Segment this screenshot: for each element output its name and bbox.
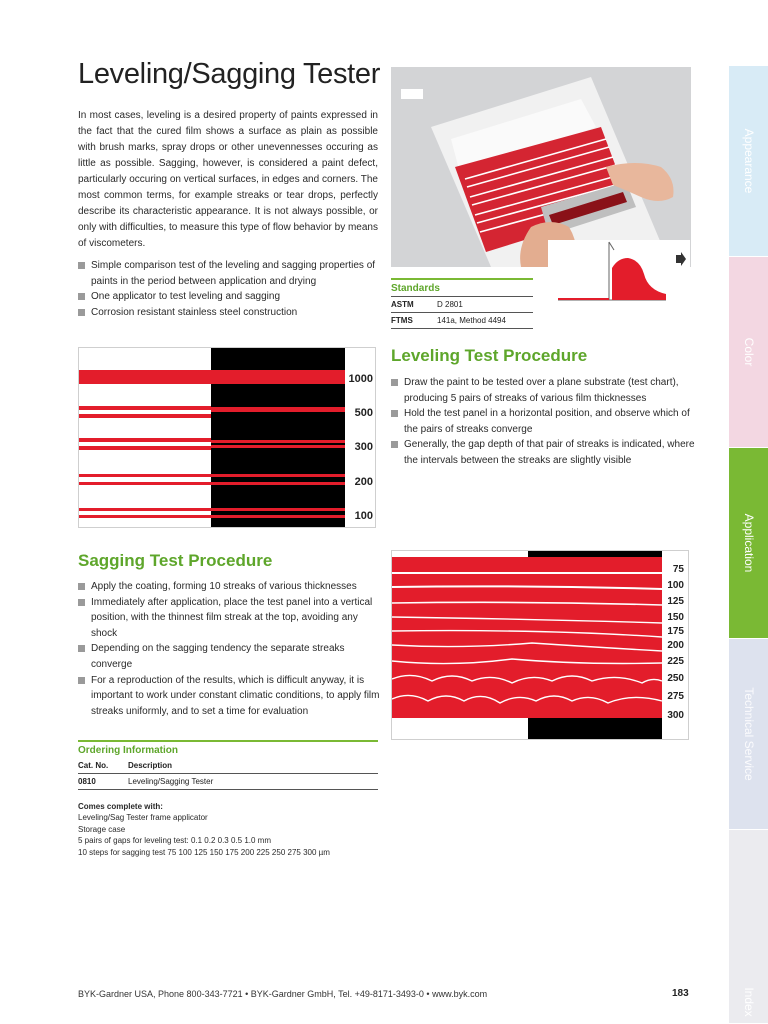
column-header: Description — [128, 758, 378, 774]
sagging-label: 300 — [667, 710, 684, 721]
standards-table — [391, 278, 533, 329]
feature-item: Corrosion resistant stainless steel construction — [78, 305, 378, 321]
table-row — [78, 774, 378, 790]
ordering-heading: Ordering Information — [78, 745, 178, 756]
intro-paragraph: In most cases, leveling is a desired property of paints expressed in the fact that the cured film shows a surface as plain as possible with brush marks, spray drops or other unevennesses occuring as little as possible. Sagging, however, is considered a paint defect, particularly occuring on vertical surfaces, in edges and corners. The most common terms, for example streaks or tear drops, perfectly describe its characteristic appearance. It is not always possible, or only with difficulties, to measure this type of flow behavior by means of viscometers. — [78, 110, 378, 249]
sagging-label: 200 — [667, 640, 684, 651]
column-header: Cat. No. — [78, 758, 128, 774]
sagging-label: 75 — [672, 564, 684, 575]
standard-value: 141a, Method 4494 — [437, 313, 533, 329]
feature-item: Simple comparison test of the leveling and sagging properties of paints in the period between application and drying — [78, 258, 378, 289]
product-photo-illustration — [391, 67, 691, 267]
procedure-item: Apply the coating, forming 10 streaks of various thicknesses — [78, 579, 383, 595]
arrow-right-icon — [674, 250, 688, 268]
table-header-row — [78, 758, 378, 774]
footer-contact: BYK-Gardner USA, Phone 800-343-7721 • BYK-Gardner GmbH, Tel. +49-8171-3493-0 • www.byk.com — [78, 989, 488, 999]
sagging-label: 225 — [667, 656, 684, 667]
feature-item: One applicator to test leveling and sagging — [78, 289, 378, 305]
section-tabs — [729, 66, 768, 1024]
page-title: Leveling/Sagging Tester — [78, 58, 381, 90]
leveling-procedure-list — [391, 375, 696, 469]
sagging-label: 100 — [667, 580, 684, 591]
table-row — [391, 297, 533, 313]
procedure-item: For a reproduction of the results, which is difficult anyway, it is important to work under constant climatic conditions, to apply film streaks uniformly, and to set a time for evaluation — [78, 673, 383, 720]
leveling-label: 100 — [354, 510, 373, 522]
complete-item: Storage case — [78, 824, 126, 834]
leveling-label: 200 — [354, 476, 373, 488]
sagging-label: 250 — [667, 673, 684, 684]
comes-complete-heading: Comes complete with: — [78, 802, 163, 811]
table-row — [391, 313, 533, 329]
leveling-label: 300 — [354, 441, 373, 453]
sagging-test-chart — [391, 550, 689, 740]
standard-name: ASTM — [391, 297, 437, 313]
procedure-item: Depending on the sagging tendency the separate streaks converge — [78, 641, 383, 672]
tab-appearance[interactable] — [729, 66, 768, 257]
comes-complete-list — [78, 801, 378, 858]
sagging-label: 175 — [667, 626, 684, 637]
tab-label: Appearance — [741, 128, 756, 194]
standard-name: FTMS — [391, 313, 437, 329]
feature-list — [78, 258, 378, 320]
tab-color[interactable] — [729, 257, 768, 448]
leveling-test-chart — [78, 347, 376, 528]
complete-item: Leveling/Sag Tester frame applicator — [78, 813, 208, 823]
leveling-label: 1000 — [348, 373, 373, 385]
complete-item: 10 steps for sagging test 75 100 125 150 175 200 225 250 275 300 µm — [78, 847, 330, 857]
procedure-item: Immediately after application, place the test panel into a vertical position, with the thinnest film streak at the top, avoiding any shock — [78, 595, 383, 642]
product-photo — [391, 67, 691, 267]
procedure-item: Draw the paint to be tested over a plane substrate (test chart), producing 5 pairs of streaks of various film thicknesses — [391, 375, 696, 406]
ordering-table — [78, 740, 378, 790]
leveling-heading: Leveling Test Procedure — [391, 346, 588, 365]
complete-item: 5 pairs of gaps for leveling test: 0.1 0.2 0.3 0.5 1.0 mm — [78, 836, 271, 846]
tab-label: Technical Service — [741, 687, 756, 781]
standard-value: D 2801 — [437, 297, 533, 313]
sagging-label: 275 — [667, 691, 684, 702]
sagging-heading: Sagging Test Procedure — [78, 551, 273, 570]
sag-profile-sketch — [548, 240, 690, 302]
procedure-item: Generally, the gap depth of that pair of streaks is indicated, where the intervals between the streaks are slightly visible — [391, 437, 696, 468]
standards-heading: Standards — [391, 283, 440, 294]
sagging-label: 150 — [667, 612, 684, 623]
tab-label: Color — [741, 337, 756, 367]
tab-label: Index — [741, 987, 756, 1017]
tab-label: Application — [741, 513, 756, 573]
tab-technical-service[interactable] — [729, 639, 768, 830]
leveling-label: 500 — [354, 407, 373, 419]
tab-index[interactable] — [729, 830, 768, 1024]
cat-no-cell: 0810 — [78, 774, 128, 790]
procedure-item: Hold the test panel in a horizontal position, and observe which of the pairs of streaks converge — [391, 406, 696, 437]
description-cell: Leveling/Sagging Tester — [128, 774, 378, 790]
sagging-label: 125 — [667, 596, 684, 607]
sagging-procedure-list — [78, 579, 383, 719]
page-number: 183 — [672, 988, 689, 999]
tab-application[interactable] — [729, 448, 768, 639]
